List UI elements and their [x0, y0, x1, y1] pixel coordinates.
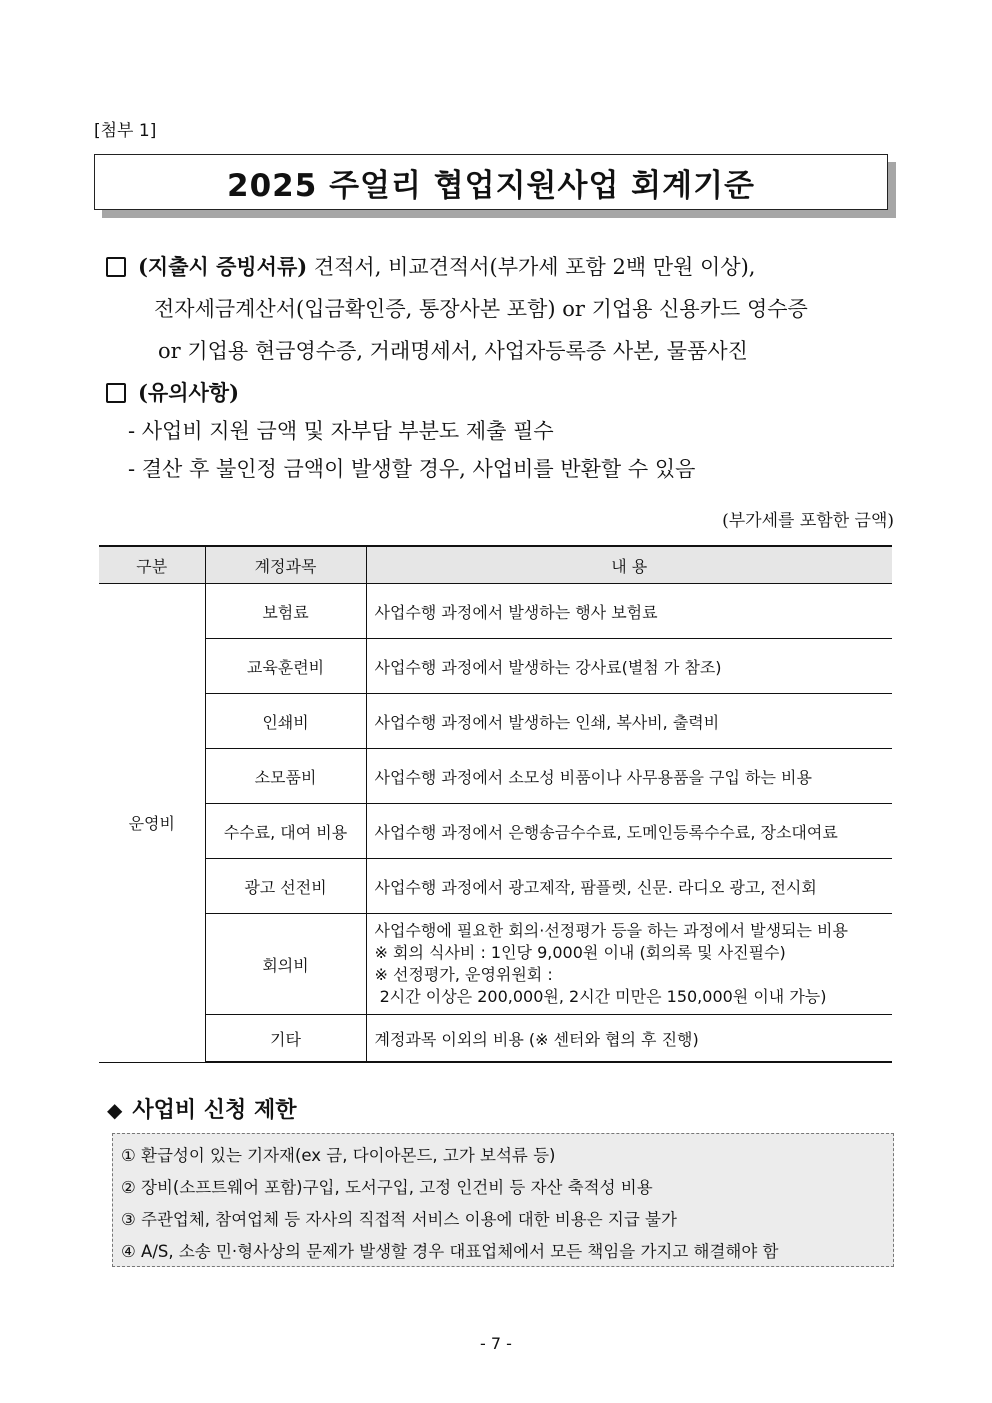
account-cell: 회의비	[205, 914, 366, 1015]
table-row	[99, 914, 892, 1015]
attachment-label: [첨부 1]	[94, 121, 157, 141]
cautions-heading: (유의사항)	[138, 380, 240, 405]
account-cell: 기타	[205, 1015, 366, 1063]
header-account: 계정과목	[205, 546, 366, 584]
account-cell: 교육훈련비	[205, 639, 366, 694]
content-cell: 사업수행 과정에서 발생하는 강사료(별첨 가 참조)	[366, 639, 892, 694]
restriction-item: ① 환급성이 있는 기자재(ex 금, 다이아몬드, 고가 보석류 등)	[121, 1146, 556, 1165]
checkbox-icon	[106, 257, 126, 277]
content-cell: 사업수행 과정에서 광고제작, 팜플렛, 신문. 라디오 광고, 전시회	[366, 859, 892, 914]
restrictions-heading-line	[107, 1093, 296, 1124]
restriction-item: ② 장비(소프트웨어 포함)구입, 도서구입, 고정 인건비 등 자산 축적성 비용	[121, 1178, 653, 1197]
caution-item: - 결산 후 불인정 금액이 발생할 경우, 사업비를 반환할 수 있음	[128, 457, 696, 481]
caution-item: - 사업비 지원 금액 및 자부담 부분도 제출 필수	[128, 419, 554, 443]
restriction-item: ④ A/S, 소송 민·형사상의 문제가 발생할 경우 대표업체에서 모든 책임을 가지고 해결해야 함	[121, 1242, 779, 1261]
content-cell: 사업수행 과정에서 발생하는 인쇄, 복사비, 출력비	[366, 694, 892, 749]
page-title: 2025 주얼리 협업지원사업 회계기준	[94, 154, 888, 210]
content-line: ※ 선정평가, 운영위원회 :	[374, 965, 553, 984]
header-content: 내 용	[366, 546, 892, 584]
evidence-line-1	[106, 246, 808, 288]
restriction-item: ③ 주관업체, 참여업체 등 자사의 직접적 서비스 이용에 대한 비용은 지급 불가	[121, 1210, 677, 1229]
account-cell: 소모품비	[205, 749, 366, 804]
header-category: 구분	[99, 546, 205, 584]
content-cell: 사업수행 과정에서 발생하는 행사 보험료	[366, 584, 892, 639]
table-row	[99, 749, 892, 804]
page-number: - 7 -	[480, 1334, 512, 1353]
accounting-table	[99, 545, 892, 1063]
vat-note: (부가세를 포함한 금액)	[722, 511, 894, 531]
table-row	[99, 694, 892, 749]
restrictions-heading: 사업비 신청 제한	[132, 1097, 297, 1123]
content-cell-multi	[366, 914, 892, 1015]
table-row	[99, 804, 892, 859]
table-row	[99, 859, 892, 914]
table-row	[99, 1015, 892, 1063]
cautions-section	[106, 374, 695, 488]
category-cell: 운영비	[99, 584, 205, 1063]
restrictions-box	[112, 1133, 894, 1267]
content-cell: 계정과목 이외의 비용 (※ 센터와 협의 후 진행)	[366, 1015, 892, 1063]
table-row	[99, 639, 892, 694]
content-line: 사업수행에 필요한 회의·선정평가 등을 하는 과정에서 발생되는 비용	[374, 921, 848, 940]
diamond-bullet-icon: ◆	[107, 1098, 123, 1122]
content-cell: 사업수행 과정에서 은행송금수수료, 도메인등록수수료, 장소대여료	[366, 804, 892, 859]
content-line: 2시간 이상은 200,000원, 2시간 미만은 150,000원 이내 가능)	[374, 987, 827, 1006]
account-cell: 보험료	[205, 584, 366, 639]
table-row	[99, 584, 892, 639]
evidence-line-3: or 기업용 현금영수증, 거래명세서, 사업자등록증 사본, 물품사진	[158, 339, 748, 363]
account-cell: 수수료, 대여 비용	[205, 804, 366, 859]
table-header-row	[99, 546, 892, 584]
title-banner	[94, 154, 888, 210]
account-cell: 인쇄비	[205, 694, 366, 749]
account-cell: 광고 선전비	[205, 859, 366, 914]
checkbox-icon	[106, 383, 126, 403]
evidence-line-2: 전자세금계산서(입금확인증, 통장사본 포함) or 기업용 신용카드 영수증	[154, 297, 808, 321]
evidence-line1-text: 견적서, 비교견적서(부가세 포함 2백 만원 이상),	[307, 255, 756, 279]
content-line: ※ 회의 식사비 : 1인당 9,000원 이내 (회의록 및 사진필수)	[374, 943, 786, 962]
evidence-section	[106, 246, 808, 372]
evidence-heading: (지출시 증빙서류)	[138, 254, 308, 279]
cautions-heading-line	[106, 374, 695, 412]
content-cell: 사업수행 과정에서 소모성 비품이나 사무용품을 구입 하는 비용	[366, 749, 892, 804]
